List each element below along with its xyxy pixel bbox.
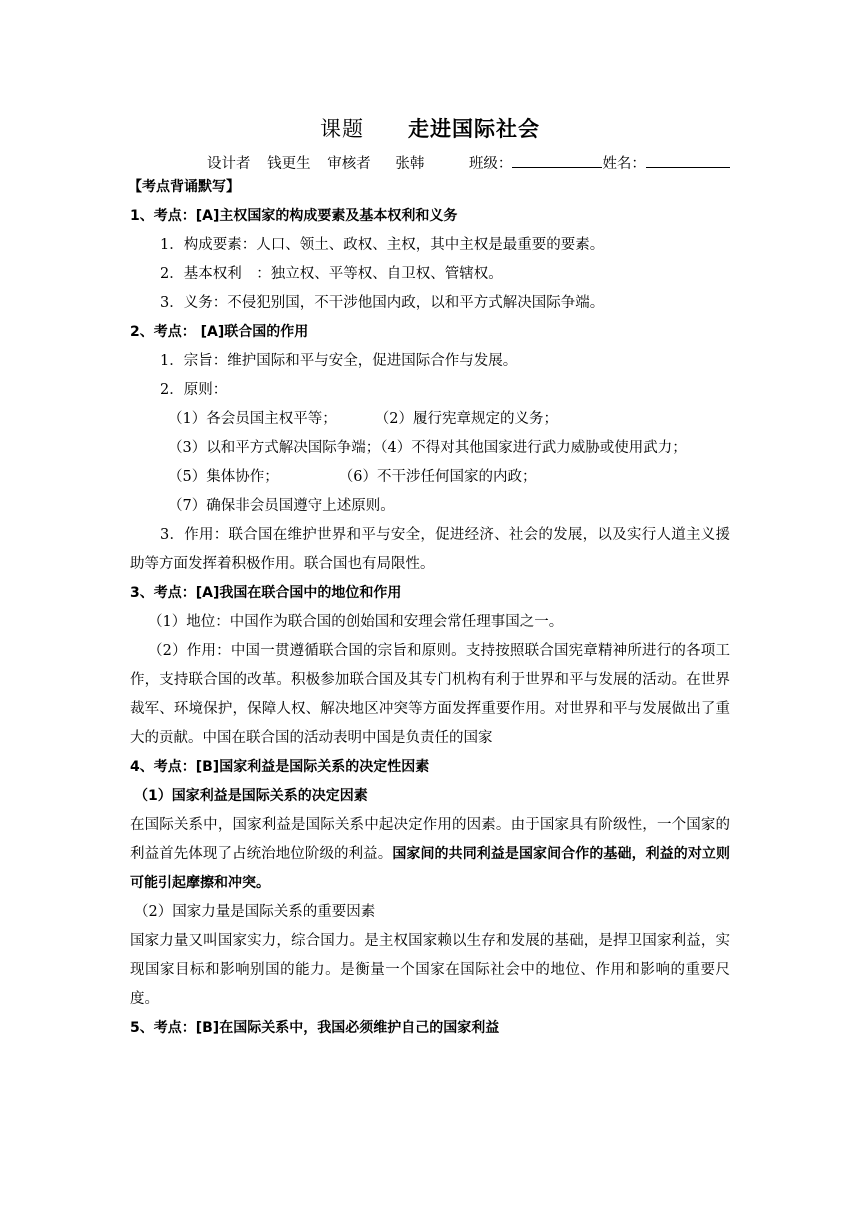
rule-1: （1）各会员国主权平等；	[168, 411, 337, 427]
s4-p1-text: 在国际关系中，国家利益是国际关系中起决定作用的因素。由于国家具有阶级性，一个国家的利益首先体现了占统治地位阶级的利益。	[130, 817, 730, 862]
reviewer-label: 审核者	[327, 156, 371, 172]
s1-p2: 2．基本权利 ：独立权、平等权、自卫权、管辖权。	[160, 266, 503, 282]
class-blank[interactable]	[512, 153, 602, 168]
section-heading: 【考点背诵默写】	[128, 179, 240, 195]
meta-line	[207, 152, 730, 173]
s3-heading: 3、考点：[A]我国在联合国中的地位和作用	[130, 585, 402, 601]
s2-heading: 2、考点： [A]联合国的作用	[130, 324, 309, 340]
s2-p3: 3．作用：联合国在维护世界和平与安全，促进经济、社会的发展，以及实行人道主义援助等方面发挥着积极作用。联合国也有局限性。	[130, 527, 730, 572]
s3-p2: （2）作用：中国一贯遵循联合国的宗旨和原则。支持按照联合国宪章精神所进行的各项工作，支持联合国的改革。积极参加联合国及其专门机构有利于世界和平与发展的活动。在世界裁军、环境保护，保障人权、解决地区冲突等方面发挥重要作用。对世界和平与发展做出了重大的贡献。中国在联合国的活动表明中国是负责任的国家	[130, 643, 730, 746]
rule-4: （4）不得对其他国家进行武力威胁或使用武力；	[380, 440, 687, 456]
name-label: 姓名：	[602, 156, 646, 172]
designer-label: 设计者	[207, 156, 251, 172]
reviewer-name: 张韩	[395, 156, 425, 172]
rule-2: （2）履行宪章规定的义务；	[374, 411, 558, 427]
s1-heading: 1、考点：[A]主权国家的构成要素及基本权利和义务	[130, 208, 458, 224]
s4-p1-bold: 国家间的共同利益是国家间合作的基础，利益的对立则可能引起摩擦和冲突。	[130, 846, 731, 891]
s4-p2: 国家力量又叫国家实力，综合国力。是主权国家赖以生存和发展的基础，是捍卫国家利益，实现国家目标和影响别国的能力。是衡量一个国家在国际社会中的地位、作用和影响的重要尺度。	[130, 933, 730, 1007]
rule-3: （3）以和平方式解决国际争端；	[168, 440, 381, 456]
s5-heading: 5、考点：[B]在国际关系中，我国必须维护自己的国家利益	[130, 1020, 500, 1036]
name-blank[interactable]	[646, 153, 730, 168]
page-title	[0, 113, 860, 143]
s2-rule-row-1	[130, 405, 730, 434]
s4-sub2: （2）国家力量是国际关系的重要因素	[134, 904, 376, 920]
document-body	[130, 173, 730, 1043]
designer-name: 钱更生	[267, 156, 311, 172]
rule-5: （5）集体协作；	[168, 469, 279, 485]
s2-rule-row-2	[130, 434, 730, 463]
s1-p1: 1．构成要素：人口、领土、政权、主权，其中主权是最重要的要素。	[160, 237, 605, 253]
s2-p2: 2．原则：	[160, 382, 228, 398]
rule-6: （6）不干涉任何国家的内政；	[338, 469, 537, 485]
s2-rule-row-4	[130, 492, 730, 521]
rule-7: （7）确保非会员国遵守上述原则。	[168, 498, 395, 514]
s4-heading: 4、考点：[B]国家利益是国际关系的决定性因素	[130, 759, 430, 775]
s4-sub1: （1）国家利益是国际关系的决定因素	[134, 788, 368, 804]
title-main: 走进国际社会	[408, 117, 540, 141]
s2-rule-row-3	[130, 463, 730, 492]
s3-p1: （1）地位：中国作为联合国的创始国和安理会常任理事国之一。	[148, 614, 564, 630]
s1-p3: 3．义务：不侵犯别国，不干涉他国内政，以和平方式解决国际争端。	[160, 295, 605, 311]
s4-p1	[130, 811, 730, 898]
title-label: 课题	[320, 117, 364, 141]
class-label: 班级：	[468, 156, 513, 172]
s2-p1: 1．宗旨：维护国际和平与安全，促进国际合作与发展。	[160, 353, 518, 369]
